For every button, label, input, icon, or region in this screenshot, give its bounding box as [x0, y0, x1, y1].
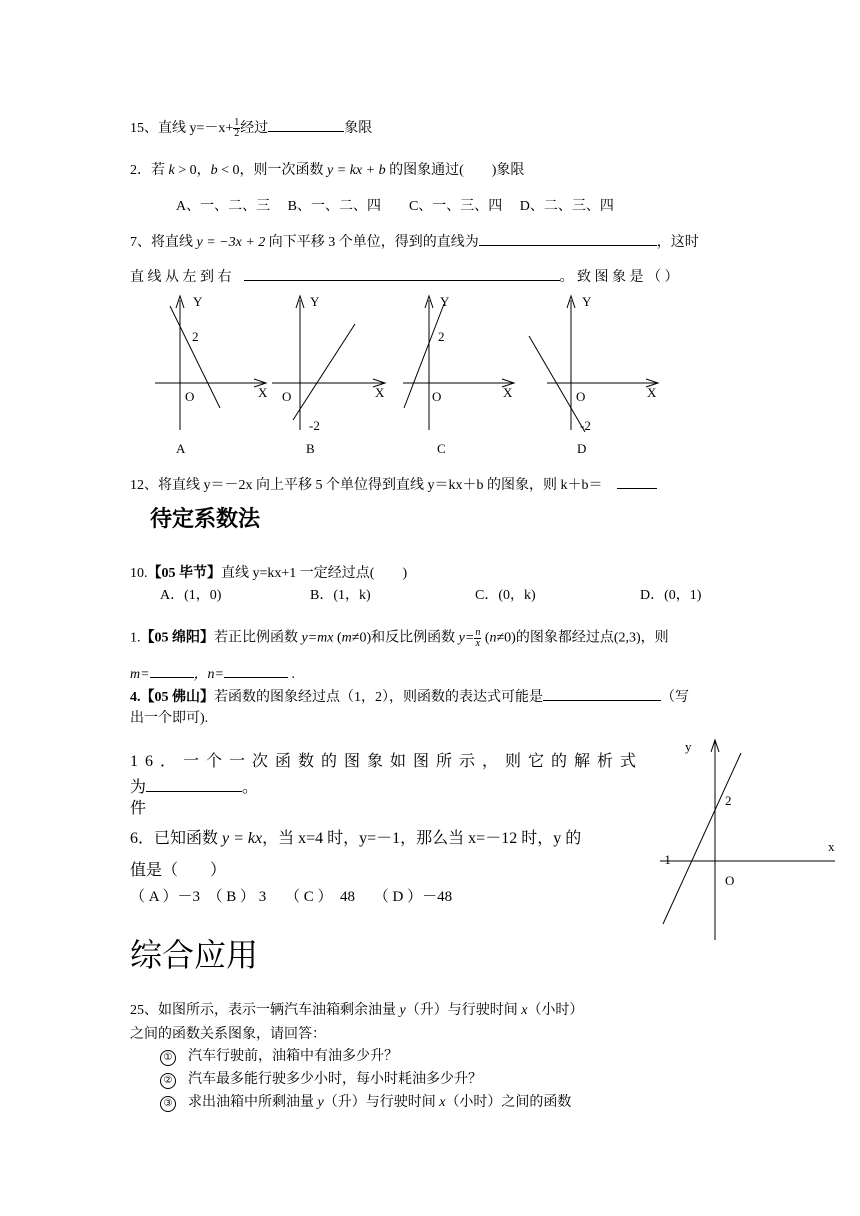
q2-line: 2．若 k > 0，b < 0，则一次函数 y = kx + b 的图象通过( )象限: [130, 163, 525, 178]
q16-line3: 件: [130, 800, 147, 817]
q15-fraction: $\frac{1}{2}$: [234, 117, 240, 140]
graph-a-origin: O: [185, 389, 195, 404]
q16-x-label: x: [828, 839, 835, 854]
q16-answer-blank[interactable]: [146, 777, 242, 792]
q6-formula: y = kx: [222, 830, 263, 847]
graph-c-value: 2: [438, 329, 445, 344]
q10-option-d: D．(0，1): [640, 588, 702, 603]
q1-line: 1.【05 绵阳】若正比例函数 y=mx (m≠0)和反比例函数 y= $\frac{n}{x}$ (n≠0)的图象都经过点(2,3)，则: [130, 627, 669, 649]
graph-d: [529, 294, 658, 456]
graph-c-y-label: Y: [440, 294, 450, 309]
graph-d-line: [529, 336, 585, 432]
q1-fraction: $\frac{n}{x}$: [475, 627, 481, 649]
q7-graphs: [0, 290, 860, 490]
q16-y-label: y: [685, 739, 692, 754]
q4-line2: 出一个即可).: [130, 711, 209, 726]
q25-line: 25、如图所示，表示一辆汽车油箱剩余油量 y（升）与行驶时间 x（小时）: [130, 1003, 584, 1018]
graph-d-origin: O: [576, 389, 586, 404]
graph-b-y-label: Y: [310, 294, 320, 309]
graph-b-x-label: X: [375, 385, 385, 400]
q16-y-intercept: 2: [725, 793, 732, 808]
q16-origin: O: [725, 873, 735, 888]
q10-option-a: A．(1，0): [160, 588, 222, 603]
q6-options: （ A ）－3 （ B ） 3 （ C ） 48 （ D ）－48: [130, 889, 453, 905]
graph-d-label: D: [577, 441, 587, 456]
graph-d-y-label: Y: [582, 294, 592, 309]
q16-line1: 16．一个一次函数的图象如图所示，则它的解析式: [130, 753, 644, 770]
q15-line: 15、直线 y=－x+ $\frac{1}{2}$ 经过 象限: [130, 117, 373, 140]
q16-graph: [655, 728, 855, 948]
graph-b-value: -2: [309, 418, 320, 433]
graph-d-value: -2: [580, 418, 591, 433]
q25-item-1: ① 汽车行驶前，油箱中有油多少升？: [160, 1048, 398, 1066]
q10-line: 10.【05 毕节】直线 y=kx+1 一定经过点( ): [130, 566, 408, 581]
q1-line2: m= ，n= .: [130, 663, 295, 684]
section-heading-comprehensive-application: 综合应用: [130, 936, 259, 974]
graph-c-x-label: X: [503, 385, 513, 400]
graph-a-label: A: [176, 441, 186, 456]
graph-c: [403, 294, 514, 456]
q12-line: 12、将直线 y＝－2x 向上平移 5 个单位得到直线 y＝kx＋b 的图象，则 k＋b＝: [130, 474, 657, 495]
q6-line: 6．已知函数 y = kx，当 x=4 时，y=－1，那么当 x=－12 时，y 的: [130, 830, 582, 847]
q7-line2: 直 线 从 左 到 右 。 致 图 象 是 （ ）: [130, 266, 679, 287]
q1-m-blank[interactable]: [150, 663, 194, 678]
q1-source-tag: 【05 绵阳】: [140, 630, 214, 646]
graph-b-origin: O: [282, 389, 292, 404]
q1-n-blank[interactable]: [224, 663, 288, 678]
graph-c-origin: O: [432, 389, 442, 404]
q25-line2: 之间的函数关系图象，请回答：: [130, 1027, 326, 1042]
q2-options: A、一、二、三 B、一、二、四 C、一、三、四 D、二、三、四: [176, 199, 614, 214]
q25-item-3: ③ 求出油箱中所剩油量 y（升）与行驶时间 x（小时）之间的函数: [160, 1094, 571, 1112]
graph-a-y-label: Y: [193, 294, 203, 309]
q7-answer-blank-2[interactable]: [244, 266, 560, 281]
q15-answer-blank[interactable]: [268, 117, 344, 132]
q6-line2: 值是（ ）: [130, 862, 227, 879]
section-heading-undetermined-coefficients: 待定系数法: [150, 507, 261, 532]
q12-answer-blank[interactable]: [617, 474, 657, 489]
q10-source-tag: 【05 毕节】: [147, 566, 221, 581]
graph-c-label: C: [437, 441, 446, 456]
q10-option-c: C．(0，k): [475, 588, 536, 603]
graph-b-label: B: [306, 441, 315, 456]
q10-option-b: B．(1，k): [310, 588, 371, 603]
q4-line: 4.【05 佛山】若函数的图象经过点（1，2），则函数的表达式可能是 （写: [130, 686, 689, 707]
q15-text: 15、直线 y=－x+: [130, 121, 234, 136]
q7-line: 7、将直线 y = −3x + 2 向下平移 3 个单位，得到的直线为 ，这时: [130, 231, 699, 252]
q4-source-tag: 【05 佛山】: [140, 690, 214, 705]
q16-line: [663, 753, 741, 924]
q7-answer-blank-1[interactable]: [479, 231, 657, 246]
graph-a-line: [170, 306, 220, 408]
graph-b-line: [293, 324, 355, 420]
q16-x-intercept: -1: [660, 852, 671, 867]
q4-answer-blank[interactable]: [543, 686, 661, 701]
q25-item-2: ② 汽车最多能行驶多少小时，每小时耗油多少升？: [160, 1071, 482, 1089]
q7-formula: y = −3x + 2: [196, 235, 266, 250]
q2-formula: y = kx + b: [327, 163, 386, 178]
graph-a-value: 2: [192, 329, 199, 344]
graph-b: [272, 294, 385, 456]
graph-a-x-label: X: [258, 385, 268, 400]
graph-a: [155, 294, 268, 456]
graph-d-x-label: X: [647, 385, 657, 400]
q16-line2: 为 。: [130, 779, 259, 796]
